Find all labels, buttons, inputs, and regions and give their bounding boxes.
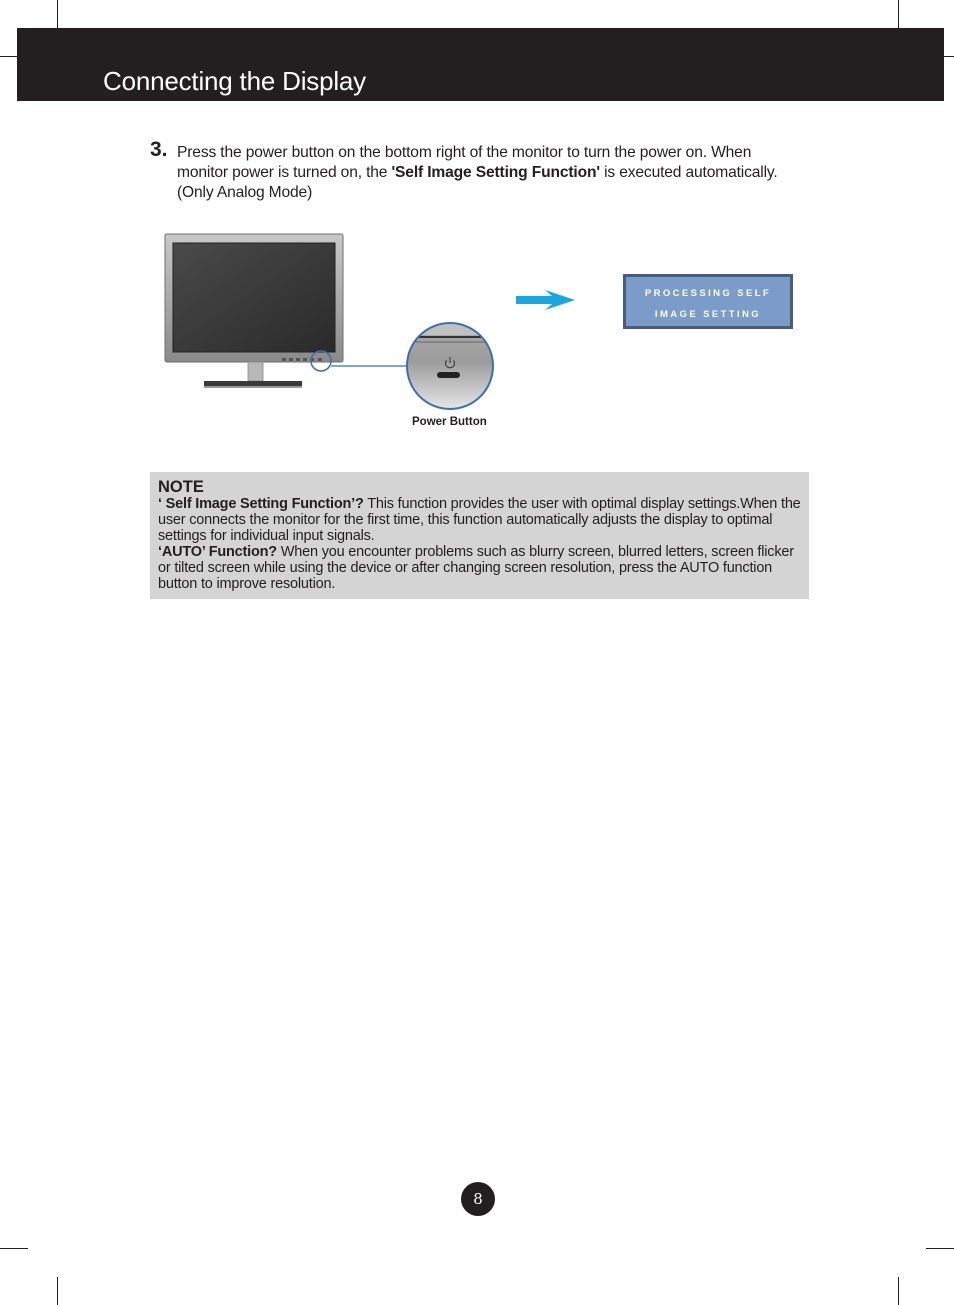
note-box [150,472,809,599]
arrow-right-icon [516,290,575,310]
note-p2-text: When you encounter problems such as blurry screen, blurred letters, screen flicker or tilted screen while using the device or after changing screen resolution, press the AUTO function button to improve resolution. [158,544,794,592]
note-title: NOTE [158,478,204,496]
crop-mark [57,0,58,28]
crop-mark [0,1248,28,1249]
step-text-part2: is executed automatically. (Only Analog Mode) [177,164,778,201]
page-number: 8 [461,1182,495,1216]
crop-mark [57,1277,58,1305]
note-paragraph-1 [158,496,801,544]
crop-mark [898,0,899,28]
osd-message [623,274,793,329]
power-button-zoom [400,323,500,409]
osd-line-2: IMAGE SETTING [654,309,762,320]
step-text-bold: 'Self Image Setting Function' [391,164,600,181]
note-p1-text: This function provides the user with optimal display settings.When the user connects the monitor for the first time, this function automatically adjusts the display to optimal settings for individual input signals. [158,496,801,544]
note-paragraph-2 [158,544,801,592]
step-instruction [177,143,797,203]
crop-mark [898,1277,899,1305]
crop-mark [926,1248,954,1249]
power-button-label: Power Button [412,416,487,428]
osd-line-1: PROCESSING SELF [644,288,772,299]
power-on-illustration [160,228,800,438]
step-text-part1: Press the power button on the bottom right of the monitor to turn the power on. When monitor power is turned on, the [177,144,752,181]
note-p2-bold: ‘AUTO’ Function? [158,544,277,560]
note-p1-bold: ‘ Self Image Setting Function’? [158,496,364,512]
step-number: 3. [150,138,168,161]
monitor-icon [165,234,343,388]
page-title: Connecting the Display [103,66,366,96]
